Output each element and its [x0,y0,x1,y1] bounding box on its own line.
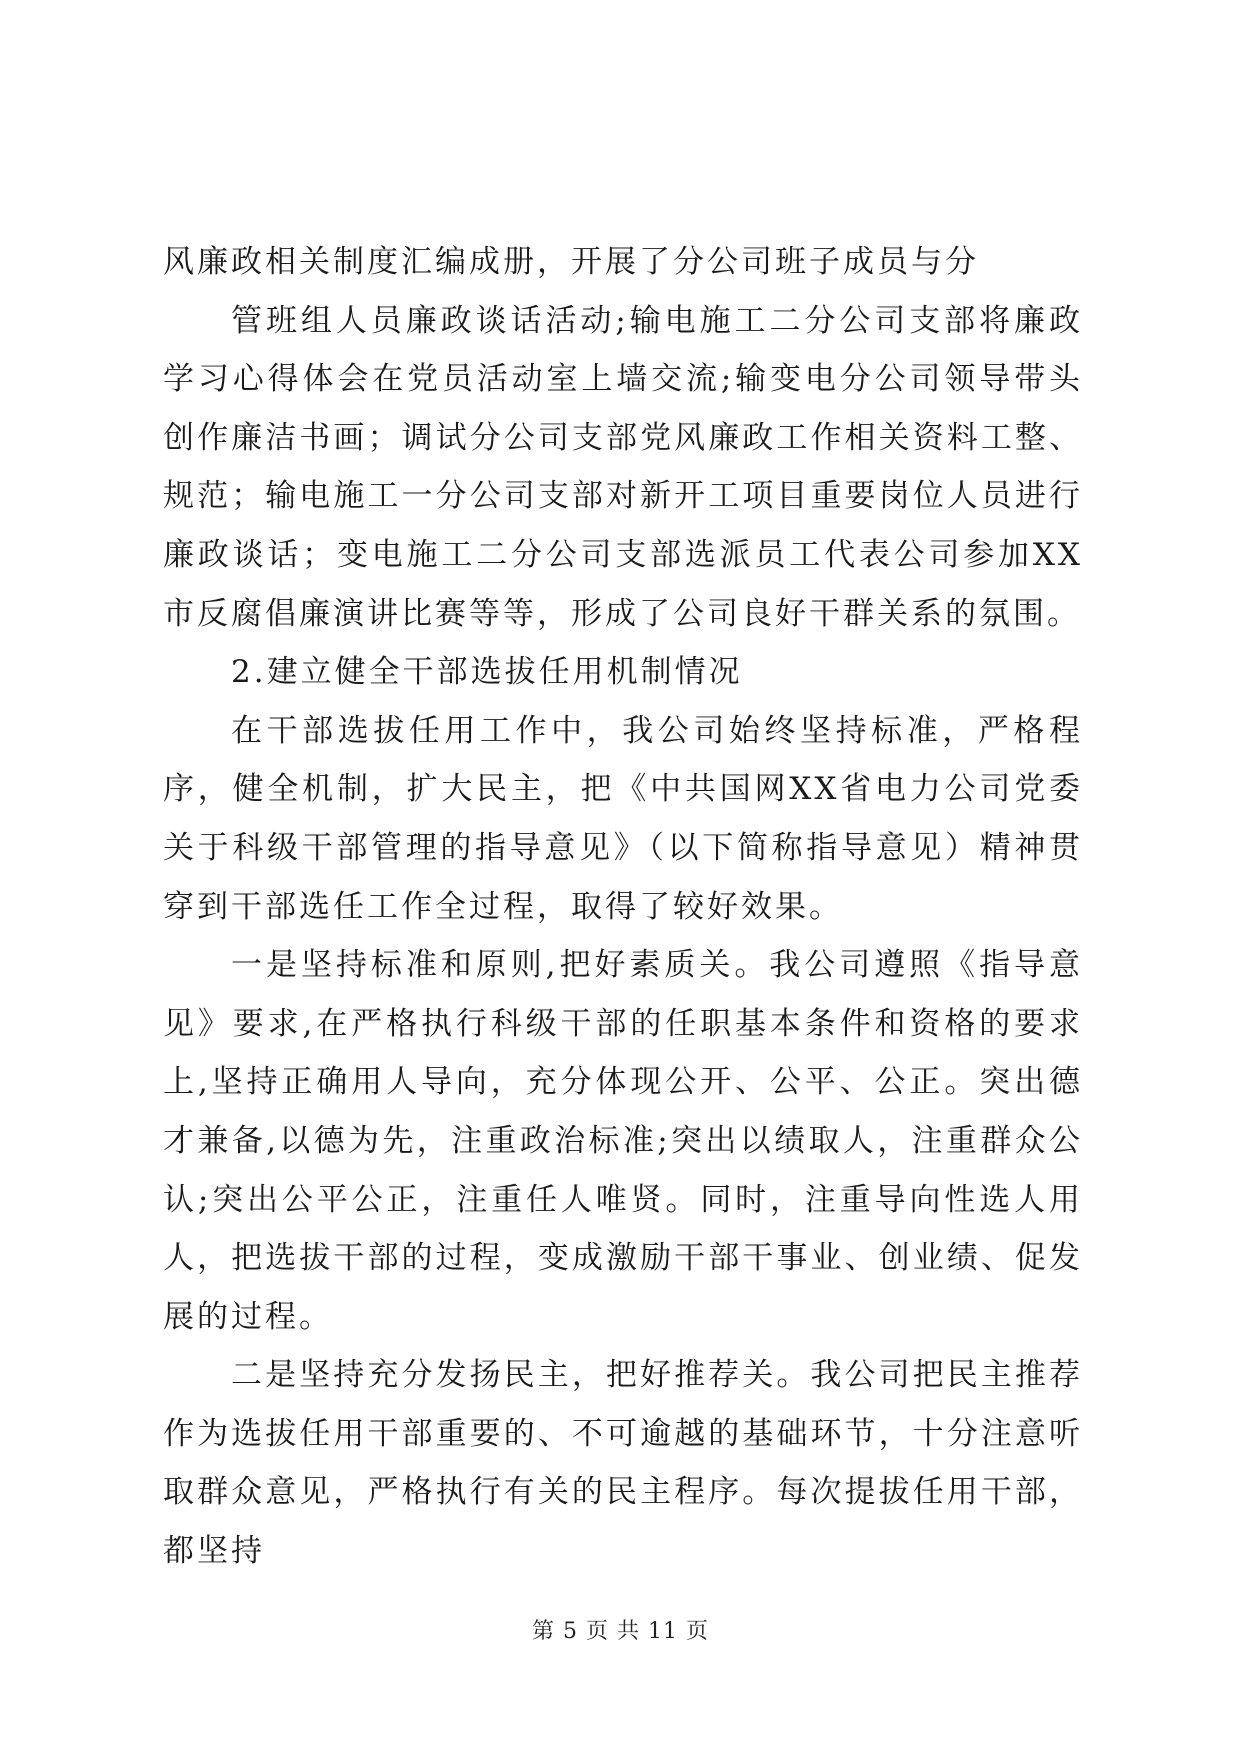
section-heading: 2.建立健全干部选拔任用机制情况 [231,654,743,691]
paragraph-5: 二是坚持充分发扬民主，把好推荐关。我公司把民主推荐作为选拔任用干部重要的、不可逾越的基础环节，十分注意听取群众意见，严格执行有关的民主程序。每次提拔任用干部，都坚持 [163,1357,1083,1570]
page-footer: 第 5 页 共 11 页 [532,1619,709,1644]
paragraph-4: 一是坚持标准和原则,把好素质关。我公司遵照《指导意见》要求,在严格执行科级干部的任职基本条件和资格的要求上,坚持正确用人导向，充分体现公开、公平、公正。突出德才兼备,以德为先，注重政治标准;突出以绩取人，注重群众公认;突出公平公正，注重任人唯贤。同时，注重导向性选人用人，把选拔干部的过程，变成激励干部干事业、创业绩、促发展的过程。 [163,947,1083,1335]
paragraph-1: 风廉政相关制度汇编成册，开展了分公司班子成员与分 [163,244,979,280]
paragraph-3: 在干部选拔任用工作中，我公司始终坚持标准，严格程序，健全机制，扩大民主，把《中共国网XX省电力公司党委关于科级干部管理的指导意见》（以下简称指导意见）精神贯穿到干部选任工作全过程，取得了较好效果。 [163,712,1083,925]
paragraph-2: 管班组人员廉政谈话活动;输电施工二分公司支部将廉政学习心得体会在党员活动室上墙交流;输变电分公司领导带头创作廉洁书画；调试分公司支部党风廉政工作相关资料工整、规范；输电施工一分公司支部对新开工项目重要岗位人员进行廉政谈话；变电施工二分公司支部选派员工代表公司参加XX市反腐倡廉演讲比赛等等，形成了公司良好干群关系的氛围。 [163,302,1083,632]
body-text [163,233,1083,1581]
